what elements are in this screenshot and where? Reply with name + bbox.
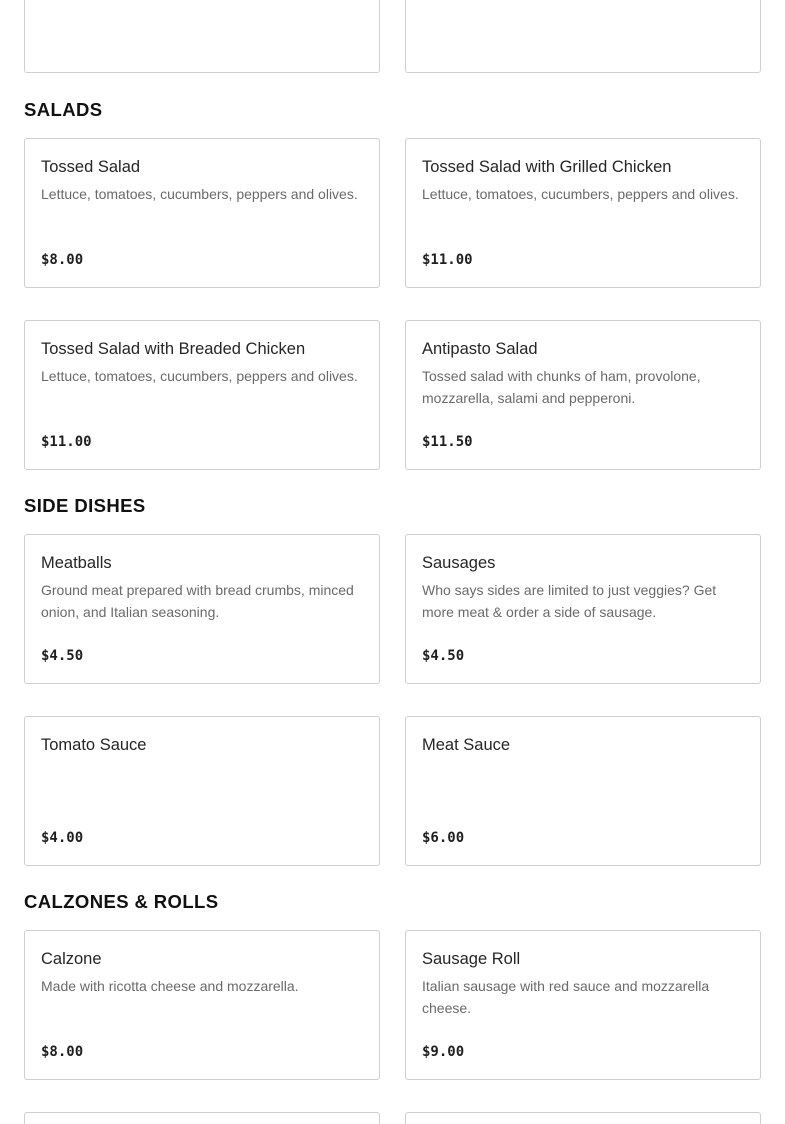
menu-item-card[interactable] — [405, 320, 761, 470]
item-price: $11.00 — [422, 252, 473, 268]
menu-item-card[interactable] — [24, 534, 380, 684]
menu-item-card[interactable] — [405, 930, 761, 1080]
menu-item-card[interactable] — [405, 716, 761, 866]
item-name: Tossed Salad with Breaded Chicken — [41, 340, 306, 358]
menu-item-card[interactable] — [405, 1112, 761, 1124]
item-name: Sausage Roll — [422, 950, 521, 968]
item-description: Lettuce, tomatoes, cucumbers, peppers and olives. — [41, 368, 358, 384]
item-name: Tossed Salad — [41, 158, 141, 176]
item-price: $6.00 — [422, 830, 465, 846]
item-price: $11.50 — [422, 434, 473, 450]
item-name: Meatballs — [41, 554, 112, 572]
section-title-calzones-rolls: CALZONES & ROLLS — [24, 891, 219, 912]
item-price: $4.50 — [41, 648, 84, 664]
item-description: Ground meat prepared with bread crumbs, minced onion, and Italian seasoning. — [41, 582, 354, 620]
item-name: Tomato Sauce — [41, 736, 147, 754]
menu-item-card[interactable] — [405, 0, 761, 73]
menu-item-card[interactable] — [24, 138, 380, 288]
item-name: Tossed Salad with Grilled Chicken — [422, 158, 672, 176]
item-price: $11.00 — [41, 434, 92, 450]
menu-item-card[interactable] — [24, 1112, 380, 1124]
section-title-salads: SALADS — [24, 99, 103, 120]
item-name: Antipasto Salad — [422, 340, 538, 358]
menu-item-card[interactable] — [24, 0, 380, 73]
menu-item-card[interactable] — [24, 716, 380, 866]
menu-item-card[interactable] — [405, 138, 761, 288]
item-description: Lettuce, tomatoes, cucumbers, peppers and olives. — [422, 186, 739, 202]
item-price: $4.00 — [41, 830, 84, 846]
item-price: $8.00 — [41, 252, 84, 268]
item-description: Who says sides are limited to just veggies? Get more meat & order a side of sausage. — [422, 582, 717, 620]
item-price: $8.00 — [41, 1044, 84, 1060]
section-title-side-dishes: SIDE DISHES — [24, 495, 146, 516]
item-price: $4.50 — [422, 648, 465, 664]
item-description: Made with ricotta cheese and mozzarella. — [41, 978, 299, 994]
item-price: $9.00 — [422, 1044, 465, 1060]
menu-item-card[interactable] — [24, 930, 380, 1080]
item-description: Tossed salad with chunks of ham, provolone, mozzarella, salami and pepperoni. — [422, 368, 701, 406]
item-description: Italian sausage with red sauce and mozzarella cheese. — [422, 978, 710, 1016]
menu-item-card[interactable] — [24, 320, 380, 470]
item-description: Lettuce, tomatoes, cucumbers, peppers and olives. — [41, 186, 358, 202]
item-name: Calzone — [41, 950, 102, 968]
item-name: Meat Sauce — [422, 736, 511, 754]
menu-item-card[interactable] — [405, 534, 761, 684]
item-name: Sausages — [422, 554, 496, 572]
